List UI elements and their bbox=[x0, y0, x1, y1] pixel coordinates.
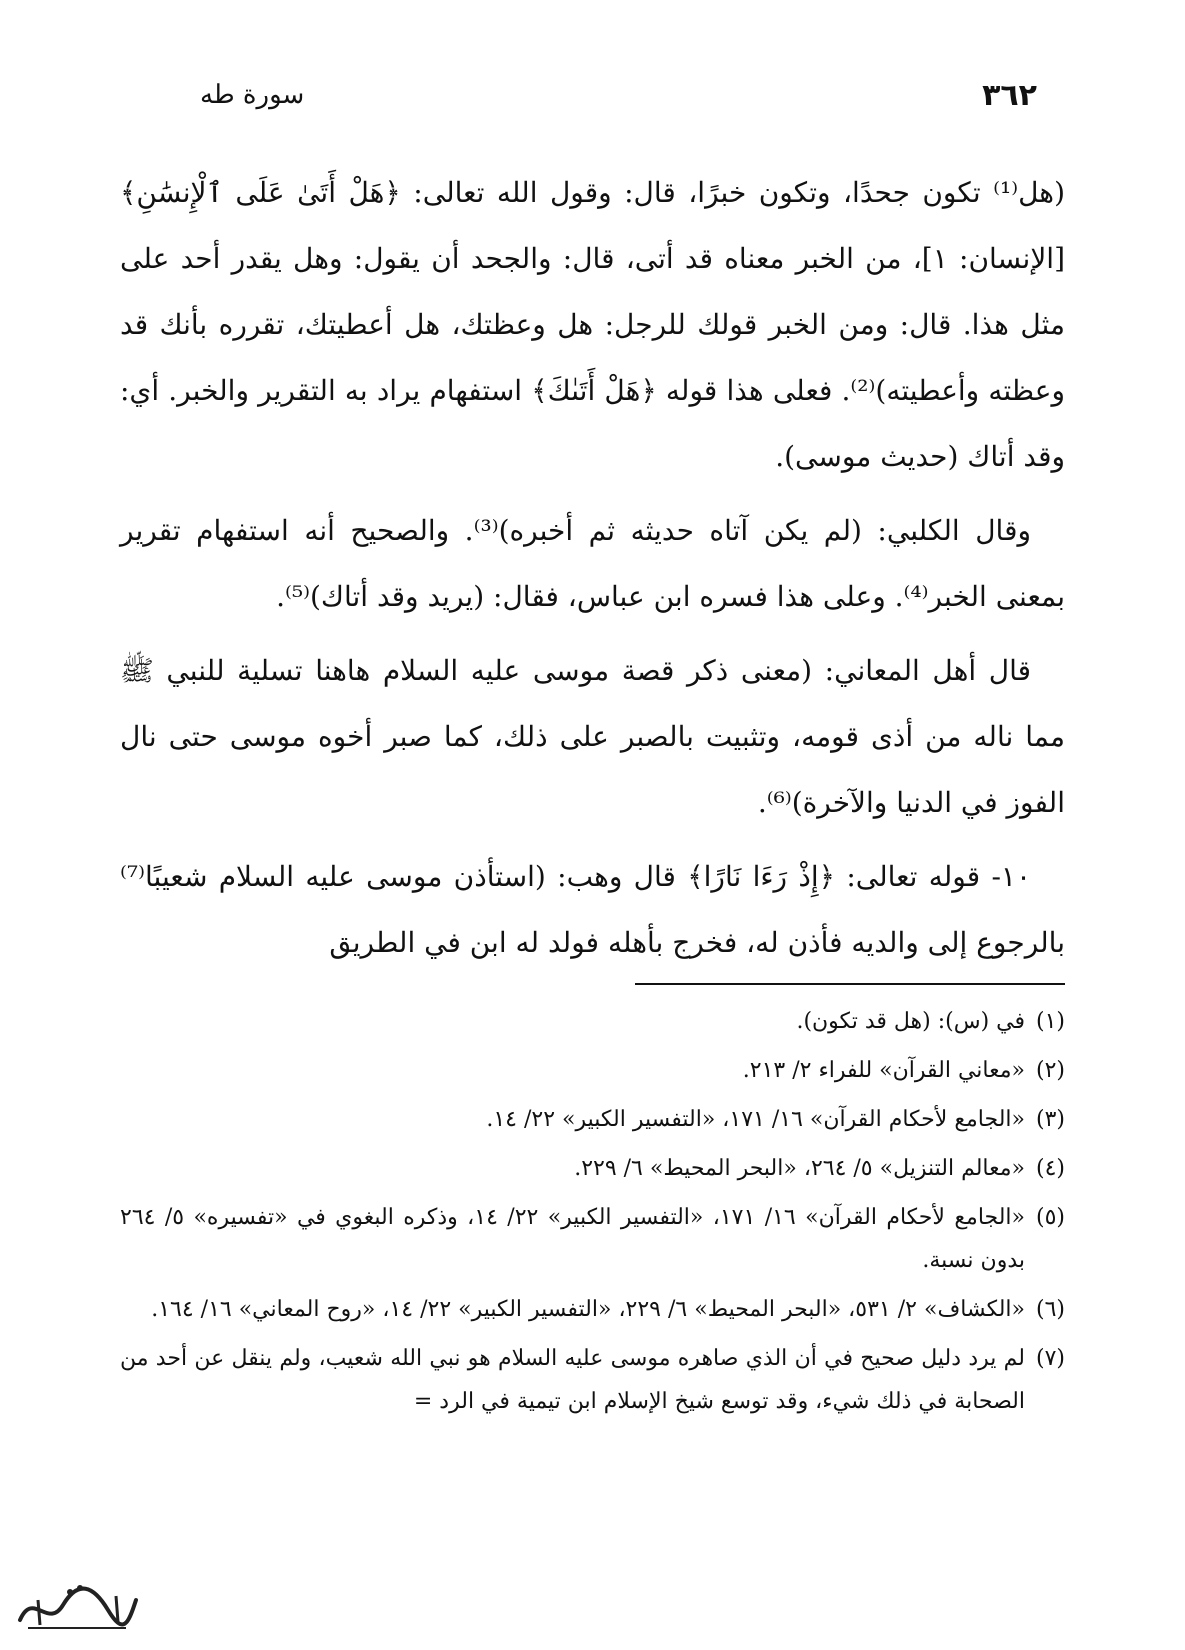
footnote-number: (١) bbox=[1035, 1009, 1065, 1034]
footnote bbox=[120, 1337, 1065, 1423]
paragraph: قال أهل المعاني: (معنى ذكر قصة موسى عليه السلام هاهنا تسلية للنبي ﷺ مما ناله من أذى قومه، وتثبيت بالصبر على ذلك، كما صبر أخوه موسى حتى نال الفوز في الدنيا والآخرة)⁽⁶⁾. bbox=[120, 654, 1065, 819]
paragraph: ١٠- قوله تعالى: ﴿إِذْ رَءَا نَارًا﴾ قال وهب: (استأذن موسى عليه السلام شعيبًا⁽⁷⁾ بالرجوع إلى والديه فأذن له، فخرج بأهله فولد له ابن في الطريق bbox=[120, 860, 1065, 959]
surah-title: سورة طه bbox=[200, 80, 305, 110]
footnote bbox=[120, 1147, 1065, 1190]
footnote-text: «معالم التنزيل» ٥/ ٢٦٤، «البحر المحيط» ٦/ ٢٢٩. bbox=[574, 1156, 1025, 1181]
page-number: ٣٦٢ bbox=[982, 78, 1037, 113]
paragraph: وقال الكلبي: (لم يكن آتاه حديثه ثم أخبره)⁽³⁾. والصحيح أنه استفهام تقرير بمعنى الخبر⁽⁴⁾. وعلى هذا فسره ابن عباس، فقال: (يريد وقد أتاك)⁽⁵⁾. bbox=[120, 514, 1065, 613]
footnote-number: (٦) bbox=[1035, 1297, 1065, 1322]
footnote-number: (٤) bbox=[1035, 1156, 1065, 1181]
footnote-separator bbox=[635, 983, 1065, 985]
footnote bbox=[120, 1288, 1065, 1331]
footnote bbox=[120, 1049, 1065, 1092]
footnote-text: «الجامع لأحكام القرآن» ١٦/ ١٧١، «التفسير الكبير» ٢٢/ ١٤. bbox=[486, 1107, 1025, 1132]
footnotes bbox=[120, 1000, 1065, 1429]
main-text bbox=[120, 160, 1065, 984]
footnote bbox=[120, 1196, 1065, 1282]
stamp-logo bbox=[8, 1570, 143, 1642]
footnote-text: في (س): (هل قد تكون). bbox=[796, 1009, 1025, 1034]
paragraph: (هل⁽¹⁾ تكون جحدًا، وتكون خبرًا، قال: وقول الله تعالى: ﴿هَلْ أَتَىٰ عَلَى ٱلْإِنسَٰنِ﴾ [الإنسان: ١]، من الخبر معناه قد أتى، قال: والجحد أن يقول: وهل يقدر أحد على مثل هذا. قال: ومن الخبر قولك للرجل: هل وعظتك، هل أعطيتك، تقرره بأنك قد وعظته وأعطيته)⁽²⁾. فعلى هذا قوله ﴿هَلْ أَتَىٰكَ﴾ استفهام يراد به التقرير والخبر. أي: وقد أتاك (حديث موسى). bbox=[120, 176, 1066, 473]
footnote-text: لم يرد دليل صحيح في أن الذي صاهره موسى عليه السلام هو نبي الله شعيب، ولم ينقل عن أحد من الصحابة في ذلك شيء، وقد توسع شيخ الإسلام ابن تيمية في الرد = bbox=[120, 1346, 1025, 1414]
footnote-text: «الجامع لأحكام القرآن» ١٦/ ١٧١، «التفسير الكبير» ٢٢/ ١٤، وذكره البغوي في «تفسيره» ٥/ ٢٦٤ بدون نسبة. bbox=[120, 1205, 1025, 1273]
footnote-number: (٣) bbox=[1035, 1107, 1065, 1132]
footnote-number: (٢) bbox=[1035, 1058, 1065, 1083]
footnote-number: (٥) bbox=[1035, 1205, 1065, 1230]
footnote bbox=[120, 1000, 1065, 1043]
footnote-number: (٧) bbox=[1035, 1346, 1065, 1371]
running-header bbox=[200, 78, 1037, 118]
footnote-text: «الكشاف» ٢/ ٥٣١، «البحر المحيط» ٦/ ٢٢٩، «التفسير الكبير» ٢٢/ ١٤، «روح المعاني» ١٦/ ١٦٤. bbox=[151, 1297, 1025, 1322]
footnote-text: «معاني القرآن» للفراء ٢/ ٢١٣. bbox=[742, 1058, 1025, 1083]
footnote bbox=[120, 1098, 1065, 1141]
